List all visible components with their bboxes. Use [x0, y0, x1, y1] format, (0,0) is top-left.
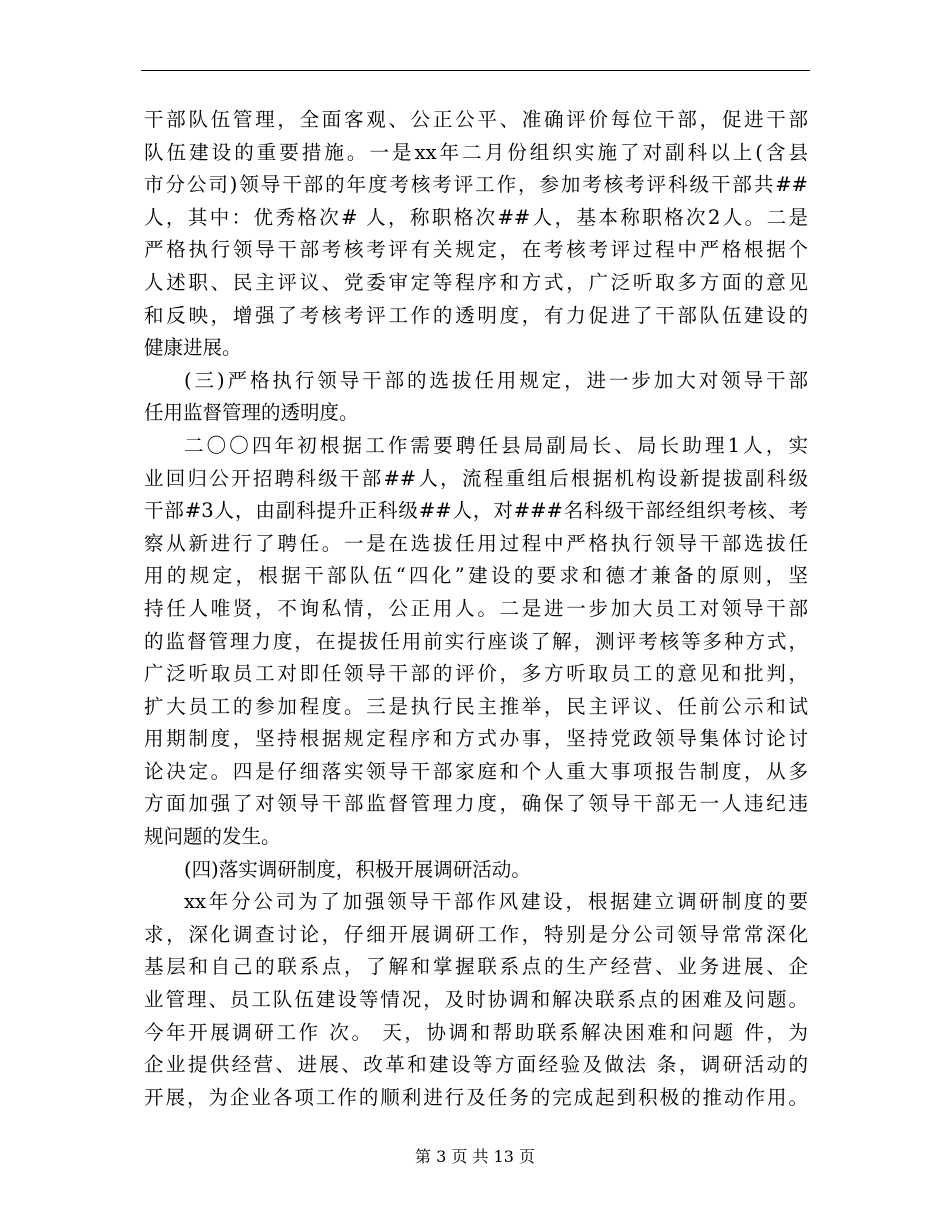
- text-line: 广泛听取员工对即任领导干部的评价，多方听取员工的意见和批判，: [144, 662, 808, 686]
- text-line: 人，其中：优秀格次# 人，称职格次##人，基本称职格次2人。二是: [144, 205, 808, 229]
- text-line: 察从新进行了聘任。一是在选拔任用过程中严格执行领导干部选拔任: [144, 531, 808, 555]
- text-line: (三)严格执行领导干部的选拔任用规定，进一步加大对领导干部: [184, 368, 808, 392]
- text-line: 干部#3人，由副科提升正科级##人，对###名科级干部经组织考核、考: [144, 499, 808, 523]
- text-line: 用期制度，坚持根据规定程序和方式办事，坚持党政领导集体讨论讨: [144, 727, 808, 751]
- text-line: 用的规定，根据干部队伍“四化”建设的要求和德才兼备的原则，坚: [144, 564, 808, 588]
- document-body: [144, 104, 808, 1114]
- text-line: 持任人唯贤，不询私情，公正用人。二是进一步加大员工对领导干部: [144, 596, 808, 620]
- text-line: (四)落实调研制度，积极开展调研活动。: [184, 857, 531, 881]
- text-line: 市分公司)领导干部的年度考核考评工作，参加考核考评科级干部共##: [144, 173, 808, 197]
- text-line: 今年开展调研工作 次。 天，协调和帮助联系解决困难和问题 件，为: [144, 1020, 808, 1044]
- text-line: 任用监督管理的透明度。: [144, 401, 359, 425]
- text-line: 开展，为企业各项工作的顺利进行及任务的完成起到积极的推动作用。: [144, 1085, 808, 1109]
- text-line: 干部队伍管理，全面客观、公正公平、准确评价每位干部，促进干部: [144, 108, 808, 131]
- text-line: 严格执行领导干部考核考评有关规定，在考核考评过程中严格根据个: [144, 238, 808, 262]
- text-line: 和反映，增强了考核考评工作的透明度，有力促进了干部队伍建设的: [144, 303, 808, 327]
- text-line: 人述职、民主评议、党委审定等程序和方式，广泛听取多方面的意见: [144, 270, 808, 294]
- text-line: 的监督管理力度，在提拔任用前实行座谈了解，测评考核等多种方式，: [144, 629, 808, 653]
- text-line: 规问题的发生。: [144, 825, 281, 849]
- page-number-footer: 第 3 页 共 13 页: [415, 1147, 535, 1166]
- text-line: 队伍建设的重要措施。一是xx年二月份组织实施了对副科以上(含县: [144, 140, 808, 164]
- text-line: 求，深化调查讨论，仔细开展调研工作，特别是分公司领导常常深化: [144, 922, 808, 946]
- text-line: 方面加强了对领导干部监督管理力度，确保了领导干部无一人违纪违: [144, 792, 808, 816]
- text-line: 健康进展。: [144, 336, 242, 360]
- text-line: 论决定。四是仔细落实领导干部家庭和个人重大事项报告制度，从多: [144, 759, 808, 783]
- text-line: 业管理、员工队伍建设等情况，及时协调和解决联系点的困难及问题。: [144, 988, 808, 1012]
- text-line: xx年分公司为了加强领导干部作风建设，根据建立调研制度的要: [184, 890, 808, 914]
- text-line: 扩大员工的参加程度。三是执行民主推举，民主评议、任前公示和试: [144, 694, 808, 718]
- text-line: 企业提供经营、进展、改革和建设等方面经验及做法 条，调研活动的: [144, 1053, 808, 1077]
- text-line: 二〇〇四年初根据工作需要聘任县局副局长、局长助理1人，实: [184, 433, 808, 457]
- text-line: 基层和自己的联系点，了解和掌握联系点的生产经营、业务进展、企: [144, 955, 808, 979]
- header-rule: [141, 70, 810, 71]
- text-line: 业回归公开招聘科级干部##人，流程重组后根据机构设新提拔副科级: [144, 466, 808, 490]
